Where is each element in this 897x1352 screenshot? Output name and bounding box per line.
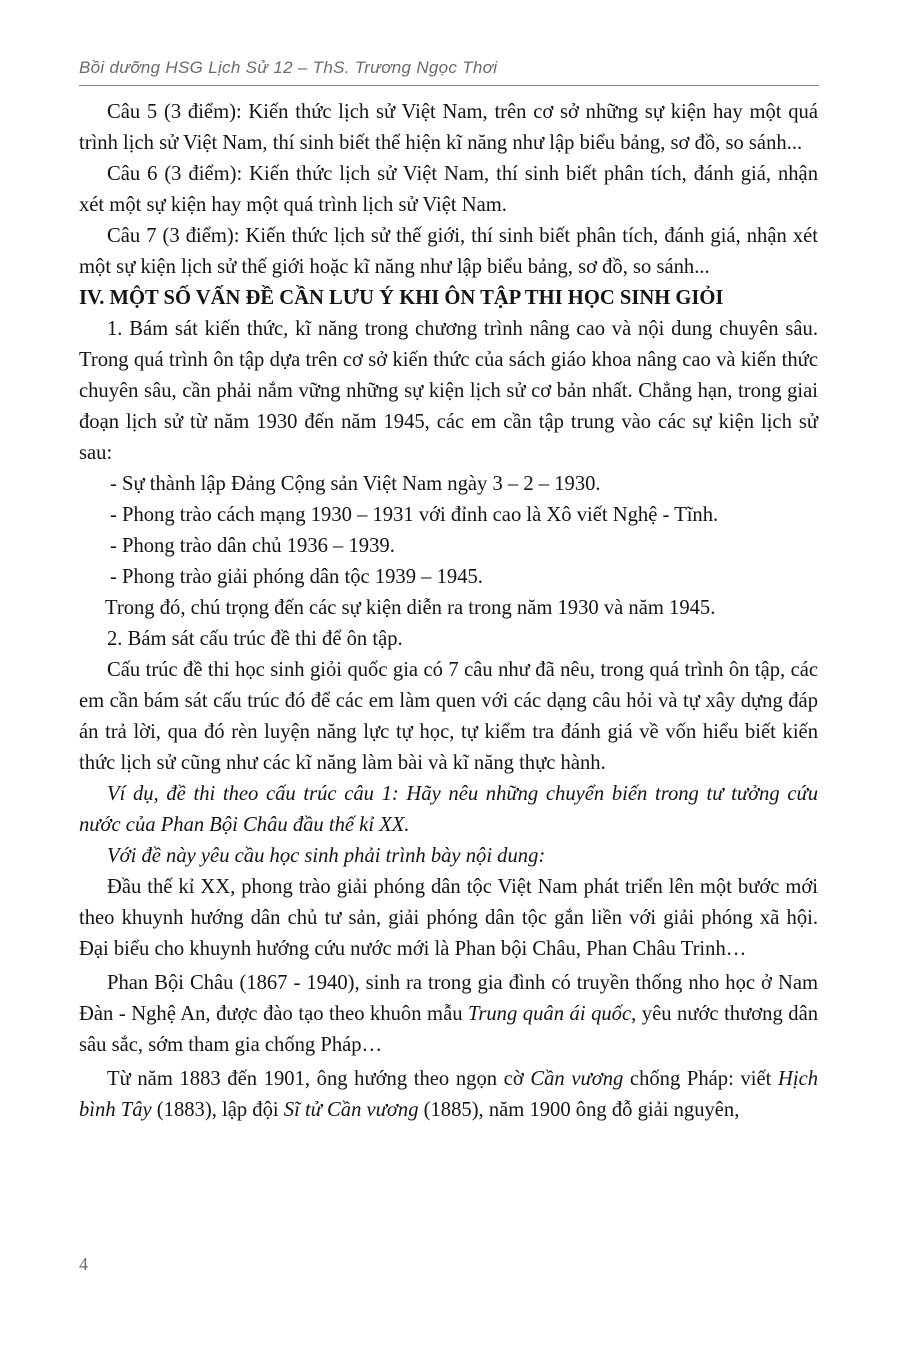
list-item: - Sự thành lập Đảng Cộng sản Việt Nam ngày 3 – 2 – 1930. (110, 473, 601, 495)
paragraph-tu-nam (79, 1064, 818, 1126)
italic-run: Hịch bình Tây (79, 1068, 819, 1121)
section-heading-iv: IV. MỘT SỐ VẤN ĐỀ CẦN LƯU Ý KHI ÔN TẬP THI HỌC SINH GIỎI (79, 287, 724, 309)
italic-run: Cần vương (530, 1068, 624, 1090)
list-item: - Phong trào cách mạng 1930 – 1931 với đỉnh cao là Xô viết Nghệ - Tĩnh. (110, 504, 719, 526)
paragraph-point-1: 1. Bám sát kiến thức, kĩ năng trong chương trình nâng cao và nội dung chuyên sâu. Trong quá trình ôn tập dựa trên cơ sở kiến thức của sách giáo khoa nâng cao và kiến thức chuyên sâu, cần phải nắm vững những sự kiện lịch sử cơ bản nhất. Chẳng hạn, trong giai đoạn lịch sử từ năm 1930 đến năm 1945, các em cần tập trung vào các sự kiện lịch sử sau: (79, 318, 818, 464)
paragraph-cau-5: Câu 5 (3 điểm): Kiến thức lịch sử Việt Nam, trên cơ sở những sự kiện hay một quá trình lịch sử Việt Nam, thí sinh biết thể hiện kĩ năng như lập biểu bảng, sơ đồ, so sánh... (79, 101, 818, 154)
page-number: 4 (79, 1254, 88, 1274)
running-header: Bồi dưỡng HSG Lịch Sử 12 – ThS. Trương Ngọc Thơi (79, 58, 498, 77)
page-body (79, 97, 818, 1126)
text-run: Phan Bội Châu (1867 - 1940), sinh ra trong gia đình có truyền thống nho học ở Nam Đàn - Nghệ An, được đào tạo theo khuôn mẫu (79, 972, 818, 1025)
paragraph-cau-6: Câu 6 (3 điểm): Kiến thức lịch sử Việt Nam, thí sinh biết phân tích, đánh giá, nhận xét một sự kiện hay một quá trình lịch sử Việt Nam. (79, 163, 818, 216)
paragraph-cau-truc: Cấu trúc đề thi học sinh giỏi quốc gia có 7 câu như đã nêu, trong quá trình ôn tập, các em cần bám sát cấu trúc đó để các em làm quen với các dạng câu hỏi và tự xây dựng đáp án trả lời, qua đó rèn luyện năng lực tự học, tự kiểm tra đánh giá về vốn hiểu biết kiến thức lịch sử cũng như các kĩ năng làm bài và kĩ năng thực hành. (79, 659, 818, 774)
text-run: Từ năm 1883 đến 1901, ông hướng theo ngọn cờ (107, 1068, 531, 1090)
text-run: (1883), lập đội (151, 1099, 284, 1121)
paragraph-pbc-intro (79, 968, 818, 1061)
paragraph-vi-du: Ví dụ, đề thi theo cấu trúc câu 1: Hãy nêu những chuyển biến trong tư tưởng cứu nước của Phan Bội Châu đầu thế kỉ XX. (79, 783, 818, 836)
list-item: - Phong trào giải phóng dân tộc 1939 – 1945. (110, 566, 483, 588)
italic-run: Trung quân ái quốc (468, 1003, 632, 1025)
text-run: , yêu nước thương dân sâu sắc, sớm tham gia chống Pháp… (79, 1003, 819, 1056)
paragraph-trong-do: Trong đó, chú trọng đến các sự kiện diễn ra trong năm 1930 và năm 1945. (105, 597, 716, 619)
text-run: chống Pháp: viết (623, 1068, 778, 1090)
paragraph-point-2: 2. Bám sát cấu trúc đề thi để ôn tập. (107, 628, 403, 650)
italic-run: Sĩ tử Cần vương (283, 1099, 419, 1121)
paragraph-dau-the-ki: Đầu thế kỉ XX, phong trào giải phóng dân tộc Việt Nam phát triển lên một bước mới theo khuynh hướng dân chủ tư sản, giải phóng dân tộc gắn liền với giải phóng xã hội. Đại biểu cho khuynh hướng cứu nước mới là Phan bội Châu, Phan Châu Trinh… (79, 876, 818, 960)
list-item: - Phong trào dân chủ 1936 – 1939. (110, 535, 395, 557)
paragraph-yeu-cau: Với đề này yêu cầu học sinh phải trình bày nội dung: (107, 845, 546, 867)
paragraph-cau-7: Câu 7 (3 điểm): Kiến thức lịch sử thế giới, thí sinh biết phân tích, đánh giá, nhận xét một sự kiện lịch sử thế giới hoặc kĩ năng như lập biểu bảng, sơ đồ, so sánh... (79, 225, 818, 278)
text-run: (1885), năm 1900 ông đỗ giải nguyên, (418, 1099, 740, 1121)
header-rule (79, 85, 819, 86)
